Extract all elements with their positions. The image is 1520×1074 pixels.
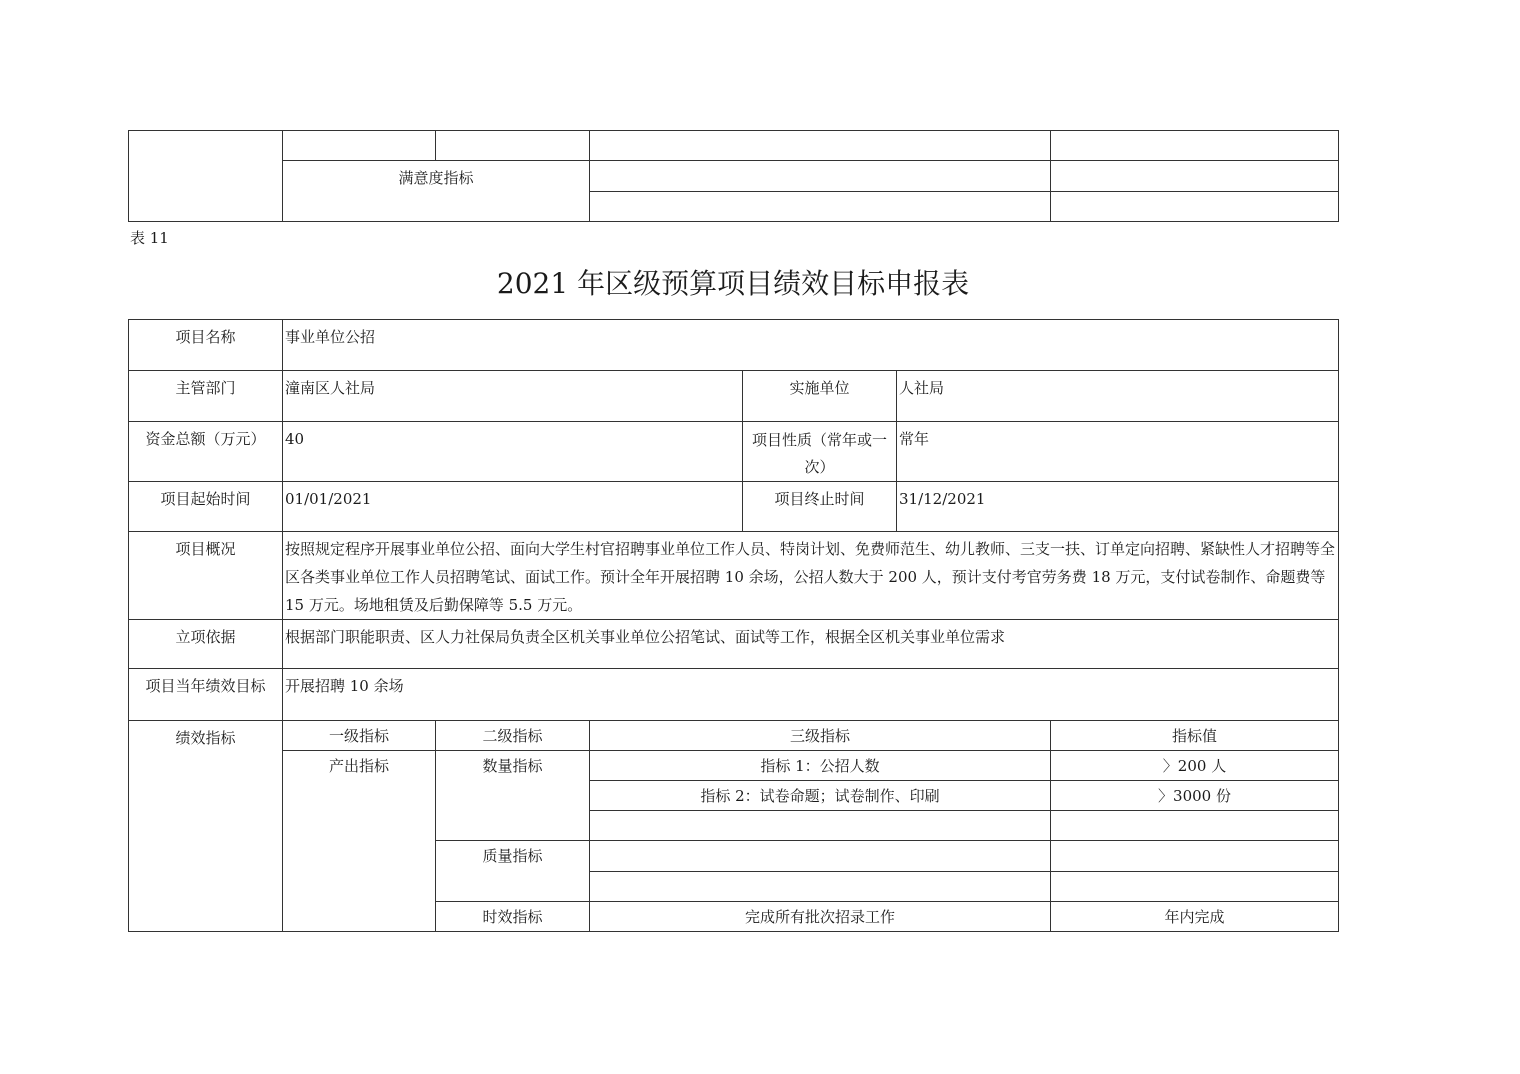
output-indicator-label: 产出指标 [283, 751, 436, 932]
table-cell [283, 131, 436, 161]
table-cell [436, 131, 590, 161]
level2-header: 二级指标 [436, 721, 590, 751]
project-name-label: 项目名称 [129, 320, 283, 371]
table-cell [590, 131, 1051, 161]
indicator-2-name: 指标 2：试卷命题；试卷制作、印刷 [590, 781, 1051, 811]
funds-label: 资金总额（万元） [129, 422, 283, 482]
table-row [129, 532, 1339, 620]
table-cell [1051, 811, 1339, 841]
page-title: 2021 年区级预算项目绩效目标申报表 [496, 267, 970, 300]
table-cell [590, 872, 1051, 902]
quality-indicator-label: 质量指标 [436, 841, 590, 902]
table-cell [1051, 192, 1339, 222]
timeliness-indicator-name: 完成所有批次招录工作 [590, 902, 1051, 932]
table-row [129, 751, 1339, 781]
table-row [129, 620, 1339, 669]
project-name-value: 事业单位公招 [283, 320, 1339, 371]
table-cell [1051, 872, 1339, 902]
project-nature-value: 常年 [897, 422, 1339, 482]
level1-header: 一级指标 [283, 721, 436, 751]
indicator-1-name: 指标 1：公招人数 [590, 751, 1051, 781]
table-row [129, 482, 1339, 532]
table-number: 表 11 [130, 229, 169, 247]
annual-goal-value: 开展招聘 10 余场 [283, 669, 1339, 721]
table-row [129, 320, 1339, 371]
table-cell [1051, 841, 1339, 872]
indicator-1-value: 〉200 人 [1051, 751, 1339, 781]
start-time-label: 项目起始时间 [129, 482, 283, 532]
table-row [129, 422, 1339, 482]
funds-value: 40 [283, 422, 743, 482]
end-time-label: 项目终止时间 [743, 482, 897, 532]
department-value: 潼南区人社局 [283, 371, 743, 422]
value-header: 指标值 [1051, 721, 1339, 751]
basis-value: 根据部门职能职责、区人力社保局负责全区机关事业单位公招笔试、面试等工作，根据全区机关事业单位需求 [283, 620, 1339, 669]
table-row [129, 721, 1339, 751]
table-row [129, 371, 1339, 422]
implementing-unit-label: 实施单位 [743, 371, 897, 422]
continued-table [128, 130, 1339, 222]
table-cell [590, 161, 1051, 192]
quantity-indicator-label: 数量指标 [436, 751, 590, 841]
table-cell [129, 131, 283, 222]
table-cell [590, 811, 1051, 841]
indicator-2-value: 〉3000 份 [1051, 781, 1339, 811]
performance-indicators-label: 绩效指标 [129, 721, 283, 932]
timeliness-indicator-label: 时效指标 [436, 902, 590, 932]
timeliness-indicator-value: 年内完成 [1051, 902, 1339, 932]
department-label: 主管部门 [129, 371, 283, 422]
end-time-value: 31/12/2021 [897, 482, 1339, 532]
satisfaction-indicator-label: 满意度指标 [283, 161, 590, 222]
overview-value: 按照规定程序开展事业单位公招、面向大学生村官招聘事业单位工作人员、特岗计划、免费师范生、幼儿教师、三支一扶、订单定向招聘、紧缺性人才招聘等全区各类事业单位工作人员招聘笔试、面试工作。预计全年开展招聘 10 余场，公招人数大于 200 人，预计支付考官劳务费 18 万元，支付试卷制作、命题费等 15 万元。场地租赁及后勤保障等 5.5 万元。 [283, 532, 1339, 620]
project-nature-label [743, 422, 897, 482]
implementing-unit-value: 人社局 [897, 371, 1339, 422]
table-cell [1051, 131, 1339, 161]
basis-label: 立项依据 [129, 620, 283, 669]
level3-header: 三级指标 [590, 721, 1051, 751]
overview-label: 项目概况 [129, 532, 283, 620]
table-cell [590, 841, 1051, 872]
table-cell [1051, 161, 1339, 192]
table-cell [590, 192, 1051, 222]
start-time-value: 01/01/2021 [283, 482, 743, 532]
annual-goal-label: 项目当年绩效目标 [129, 669, 283, 721]
performance-target-table [128, 319, 1339, 932]
project-nature-label-line2: 次） [804, 458, 835, 476]
table-row [129, 669, 1339, 721]
project-nature-label-line1: 项目性质（常年或一 [751, 431, 887, 449]
